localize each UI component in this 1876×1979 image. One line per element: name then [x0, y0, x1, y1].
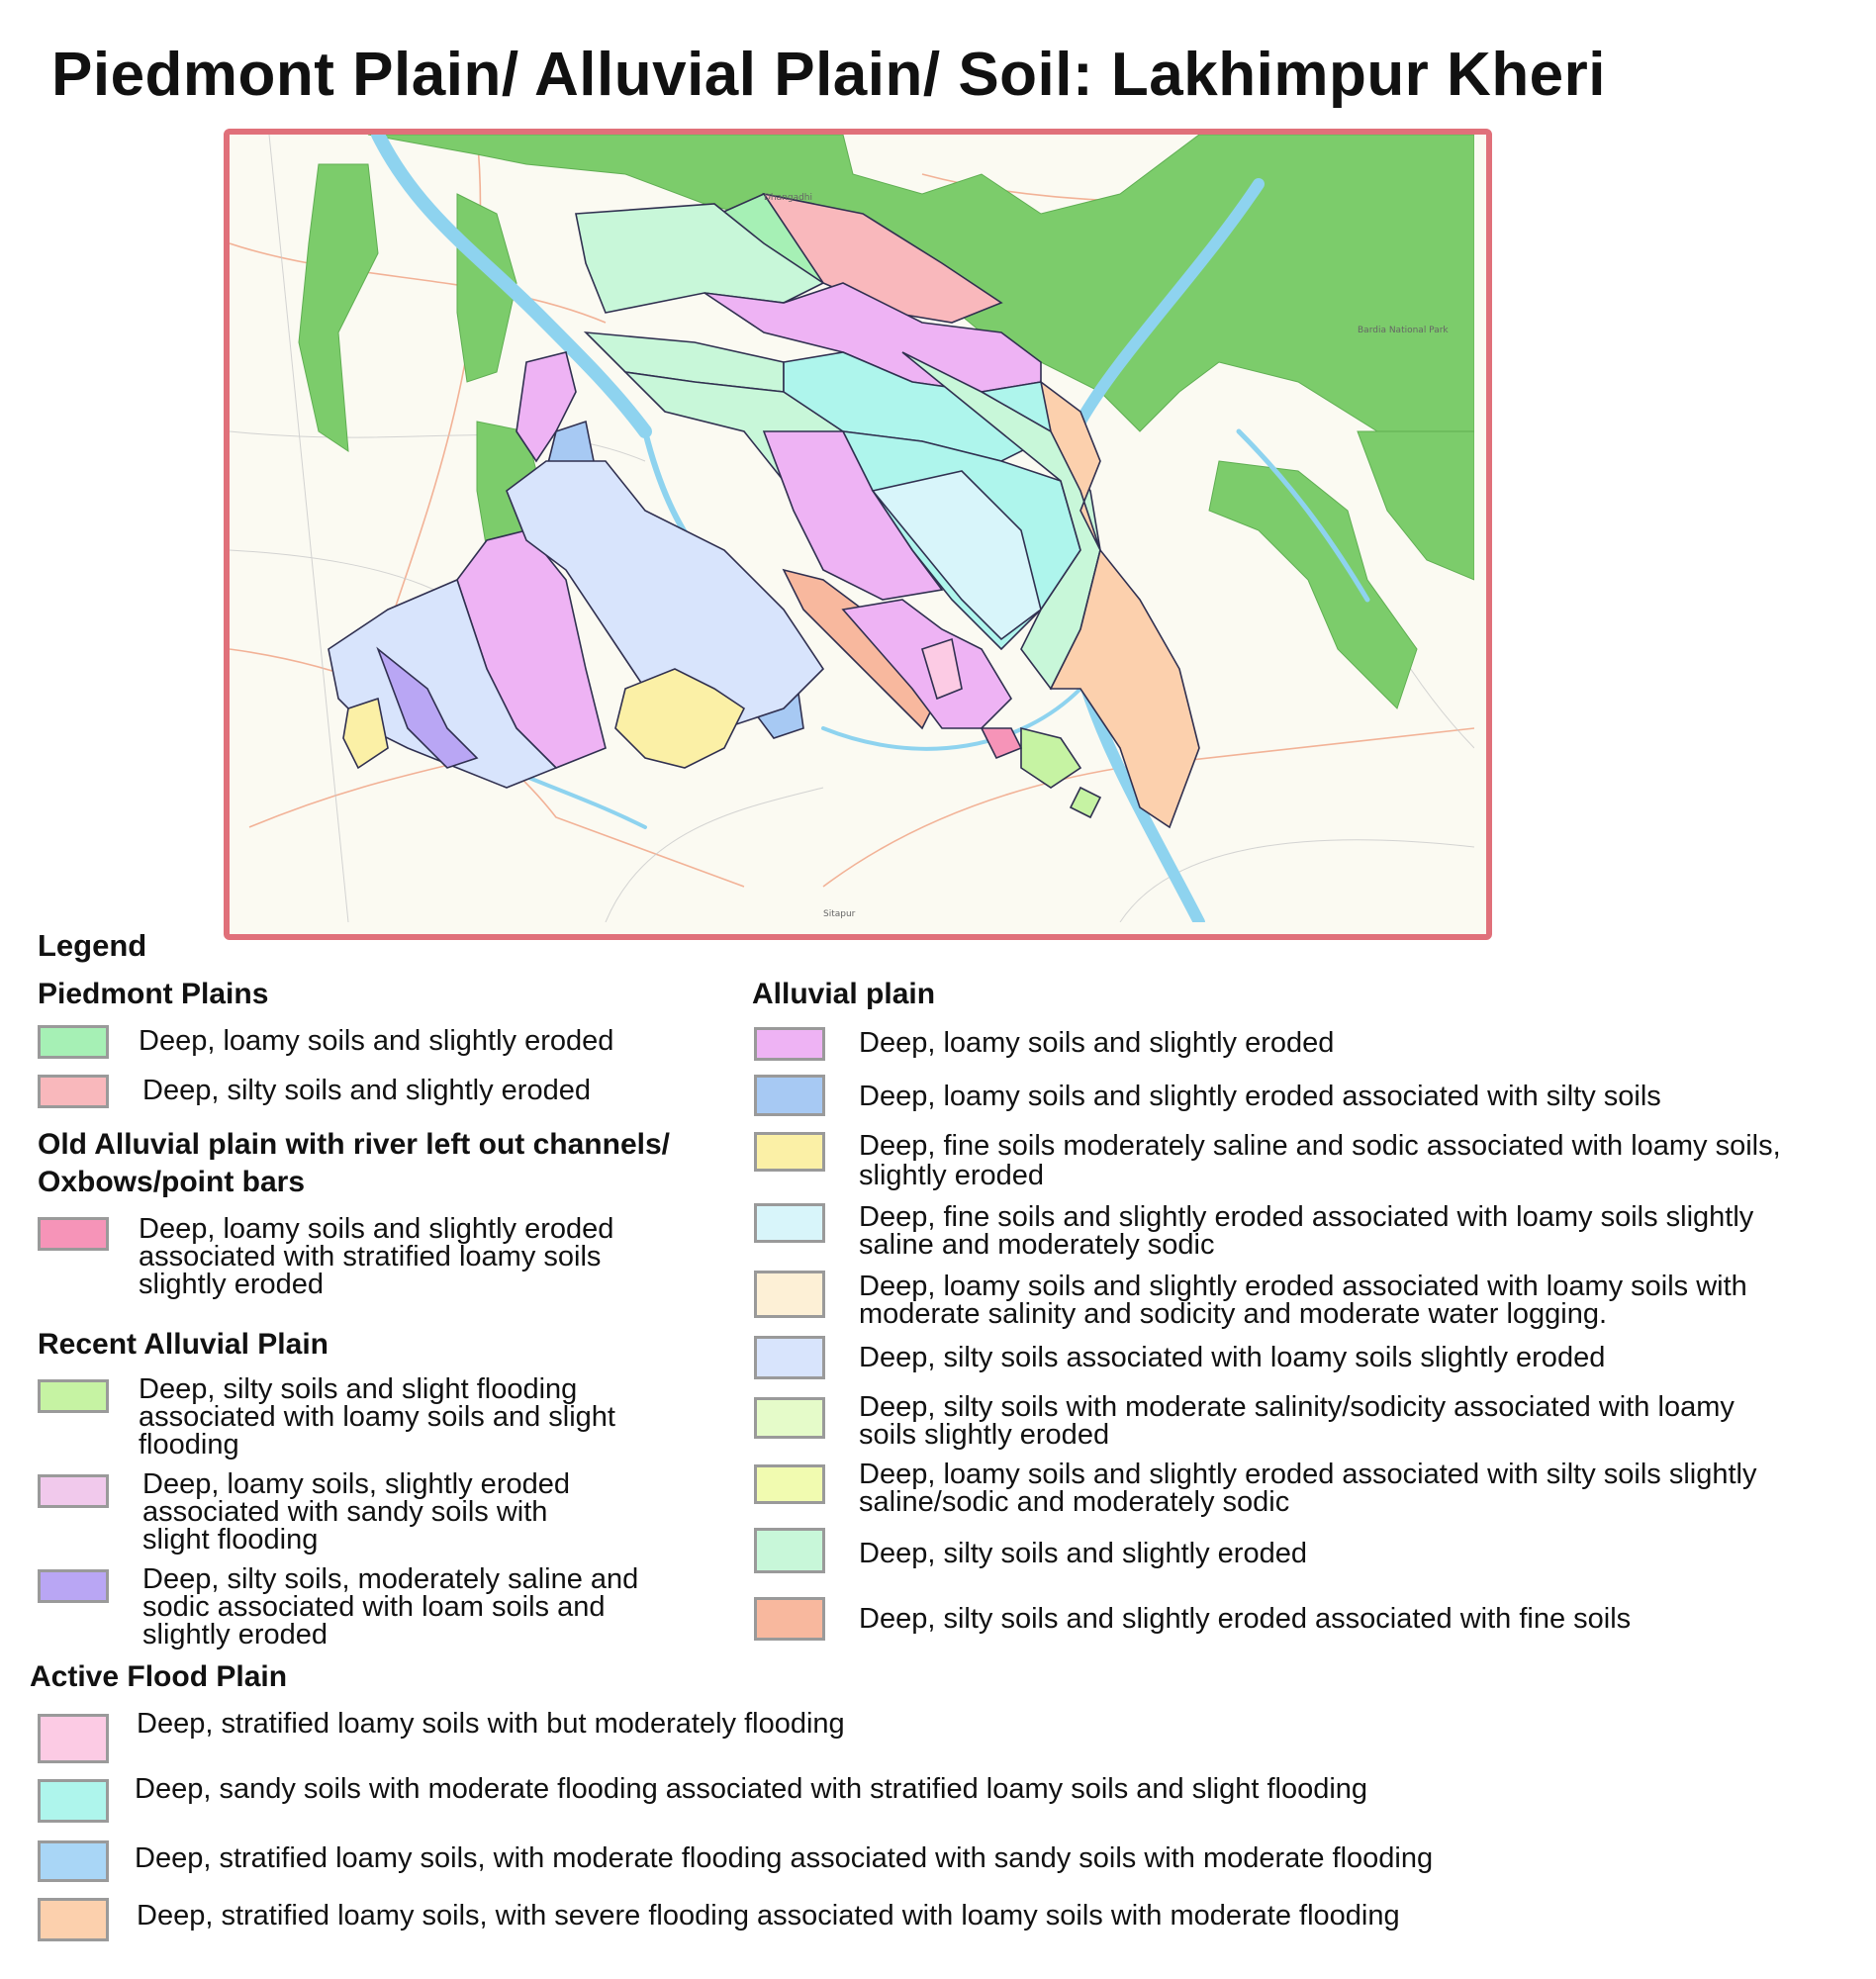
legend-label-alluvial-9: Deep, silty soils and slightly eroded: [859, 1538, 1307, 1569]
legend-label-alluvial-2: Deep, loamy soils and slightly eroded associated with silty soils: [859, 1081, 1661, 1112]
legend-heading: Legend: [38, 928, 147, 963]
legend-swatch-alluvial-3: [754, 1132, 825, 1172]
legend-label-alluvial-4a: Deep, fine soils and slightly eroded associated with loamy soils slightly: [859, 1201, 1754, 1233]
legend-swatch-alluvial-1: [754, 1027, 825, 1061]
legend-swatch-alluvial-5: [754, 1271, 825, 1318]
legend-label-recent-1c: flooding: [139, 1429, 239, 1461]
legend-label-alluvial-5a: Deep, loamy soils and slightly eroded associated with loamy soils with: [859, 1271, 1747, 1302]
legend-swatch-flood-2: [38, 1779, 109, 1823]
place-label-dhangadhi: Dhangadhi: [764, 193, 812, 203]
soil-map: [224, 129, 1492, 940]
section-old-alluvial-line1: Old Alluvial plain with river left out channels/: [38, 1128, 670, 1161]
legend-label-alluvial-8a: Deep, loamy soils and slightly eroded associated with silty soils slightly: [859, 1459, 1757, 1490]
legend-label-recent-2c: slight flooding: [142, 1524, 319, 1555]
legend-swatch-alluvial-4: [754, 1203, 825, 1243]
legend-swatch-alluvial-7: [754, 1397, 825, 1439]
legend-label-recent-3b: sodic associated with loam soils and: [142, 1591, 606, 1623]
legend-label-alluvial-8b: saline/sodic and moderately sodic: [859, 1486, 1290, 1518]
legend-swatch-piedmont-silty: [38, 1075, 109, 1108]
legend-label-old-alluvial-1: Deep, loamy soils and slightly eroded: [139, 1213, 614, 1245]
legend-swatch-alluvial-2: [754, 1075, 825, 1116]
legend-label-recent-3c: slightly eroded: [142, 1619, 328, 1650]
section-alluvial-plain: Alluvial plain: [752, 978, 936, 1010]
legend-swatch-recent-1: [38, 1379, 109, 1413]
section-piedmont-plains: Piedmont Plains: [38, 978, 269, 1010]
legend-swatch-recent-2: [38, 1474, 109, 1508]
map-title: Piedmont Plain/ Alluvial Plain/ Soil: Lakhimpur Kheri: [51, 41, 1607, 109]
legend-label-recent-2b: associated with sandy soils with: [142, 1496, 548, 1528]
legend-swatch-old-alluvial: [38, 1217, 109, 1251]
soil-map-svg: [230, 135, 1474, 922]
legend-swatch-alluvial-8: [754, 1464, 825, 1504]
legend-label-recent-1a: Deep, silty soils and slight flooding: [139, 1373, 578, 1405]
legend-label-piedmont-silty: Deep, silty soils and slightly eroded: [142, 1075, 591, 1106]
legend-swatch-alluvial-10: [754, 1597, 825, 1641]
section-recent-alluvial: Recent Alluvial Plain: [38, 1328, 328, 1361]
legend-label-alluvial-3a: Deep, fine soils moderately saline and sodic associated with loamy soils,: [859, 1130, 1781, 1162]
legend-label-alluvial-6: Deep, silty soils associated with loamy soils slightly eroded: [859, 1342, 1606, 1373]
legend-swatch-recent-3: [38, 1569, 109, 1603]
legend-label-alluvial-1: Deep, loamy soils and slightly eroded: [859, 1027, 1335, 1059]
legend-label-flood-4: Deep, stratified loamy soils, with severe flooding associated with loamy soils with moderate flooding: [137, 1900, 1400, 1932]
legend-label-alluvial-5b: moderate salinity and sodicity and moderate water logging.: [859, 1298, 1608, 1330]
legend-swatch-flood-3: [38, 1840, 109, 1882]
legend-label-alluvial-7a: Deep, silty soils with moderate salinity/sodicity associated with loamy: [859, 1391, 1735, 1423]
legend-label-old-alluvial-2: associated with stratified loamy soils: [139, 1241, 602, 1272]
place-label-bardia: Bardia National Park: [1358, 326, 1449, 335]
legend-label-flood-2: Deep, sandy soils with moderate flooding associated with stratified loamy soils and slight flooding: [135, 1773, 1368, 1805]
legend-label-piedmont-loamy: Deep, loamy soils and slightly eroded: [139, 1025, 614, 1057]
legend-label-old-alluvial-3: slightly eroded: [139, 1269, 324, 1300]
legend-swatch-flood-4: [38, 1898, 109, 1941]
legend-label-alluvial-3b: slightly eroded: [859, 1160, 1044, 1191]
section-old-alluvial-line2: Oxbows/point bars: [38, 1166, 306, 1198]
legend-swatch-alluvial-9: [754, 1528, 825, 1573]
legend-label-alluvial-7b: soils slightly eroded: [859, 1419, 1110, 1451]
legend-swatch-alluvial-6: [754, 1336, 825, 1379]
legend-label-recent-2a: Deep, loamy soils, slightly eroded: [142, 1468, 570, 1500]
legend-swatch-flood-1: [38, 1714, 109, 1763]
legend-label-flood-3: Deep, stratified loamy soils, with moderate flooding associated with sandy soils with moderate flooding: [135, 1842, 1434, 1874]
legend-label-recent-1b: associated with loamy soils and slight: [139, 1401, 615, 1433]
place-label-sitapur: Sitapur: [823, 909, 856, 919]
legend-label-alluvial-4b: saline and moderately sodic: [859, 1229, 1215, 1261]
section-active-flood: Active Flood Plain: [30, 1660, 288, 1693]
legend-swatch-piedmont-loamy: [38, 1025, 109, 1059]
legend-label-recent-3a: Deep, silty soils, moderately saline and: [142, 1563, 639, 1595]
legend-label-alluvial-10: Deep, silty soils and slightly eroded associated with fine soils: [859, 1603, 1632, 1635]
legend-label-flood-1: Deep, stratified loamy soils with but moderately flooding: [137, 1708, 845, 1740]
